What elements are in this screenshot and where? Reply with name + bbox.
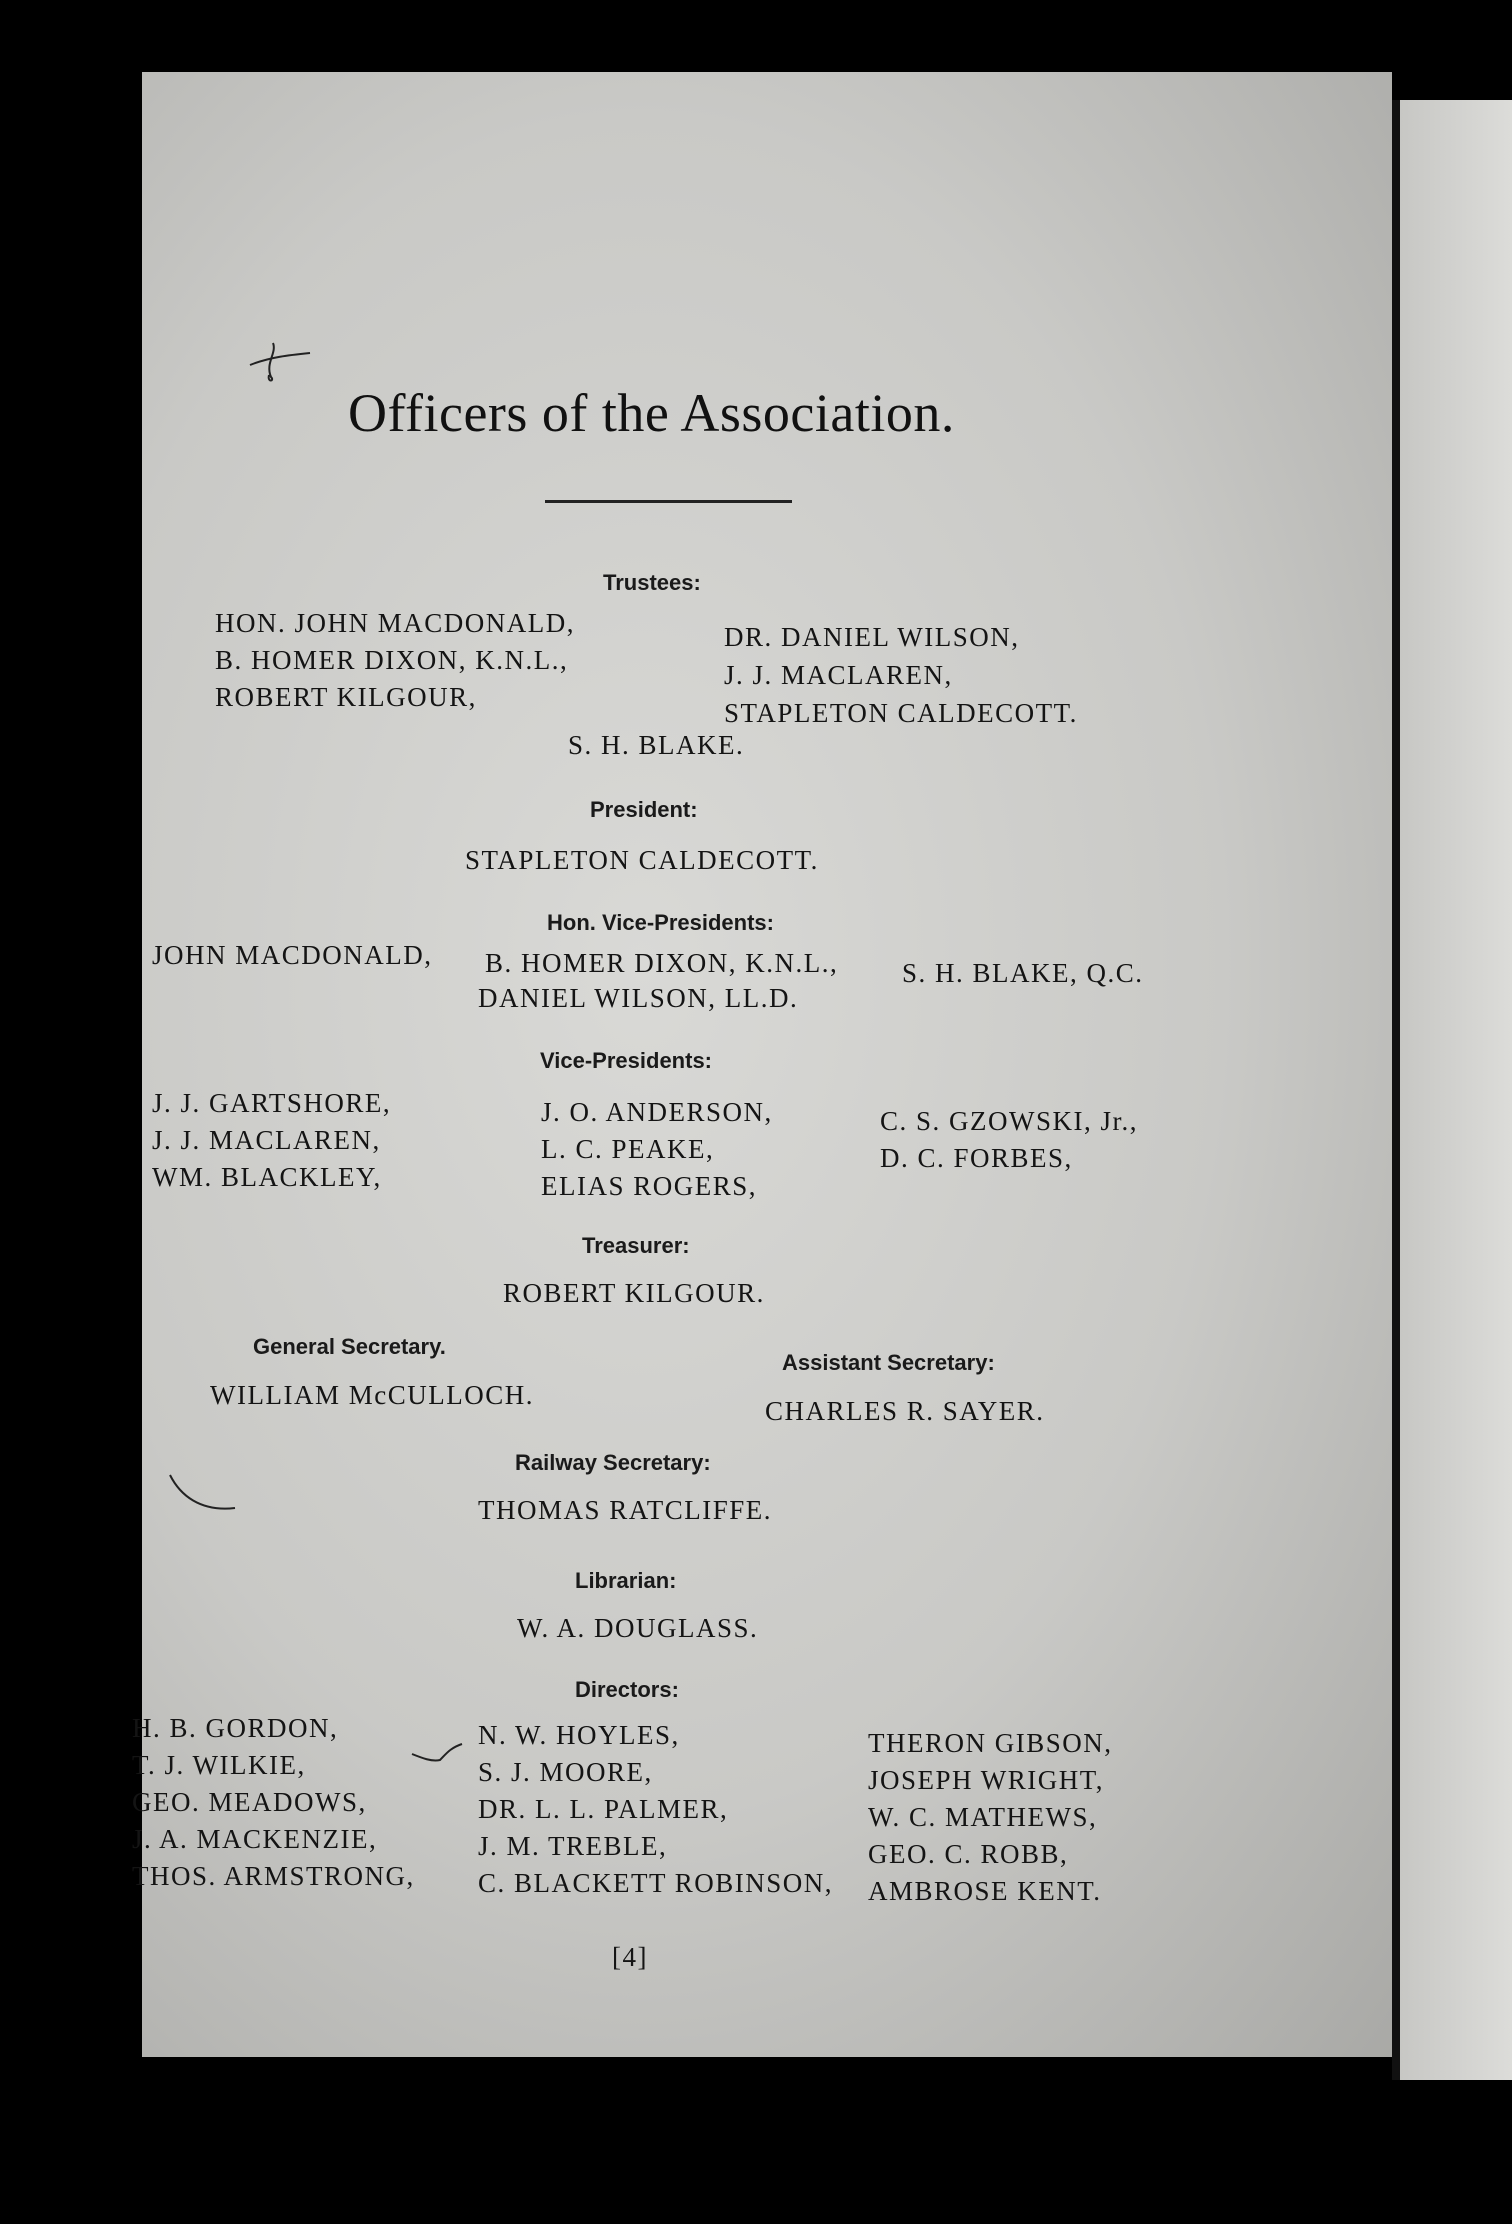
director-name: AMBROSE KENT. [868, 1876, 1102, 1906]
trustee-name: HON. JOHN MACDONALD, [215, 608, 575, 638]
director-name: JOSEPH WRIGHT, [868, 1765, 1105, 1795]
railway-secretary-heading: Railway Secretary: [515, 1450, 711, 1475]
trustee-name: B. HOMER DIXON, K.N.L., [215, 645, 569, 675]
page-sheet [142, 72, 1392, 2057]
director-name: W. C. MATHEWS, [868, 1802, 1098, 1832]
directors-heading: Directors: [575, 1677, 679, 1702]
president-heading: President: [590, 797, 698, 822]
vice-president-name: J. J. MACLAREN, [152, 1125, 381, 1155]
director-name: S. J. MOORE, [478, 1757, 653, 1787]
director-name: DR. L. L. PALMER, [478, 1794, 729, 1824]
president-name: STAPLETON CALDECOTT. [465, 845, 819, 875]
vice-president-name: C. S. GZOWSKI, Jr., [880, 1106, 1139, 1136]
page-number: [4] [612, 1942, 648, 1972]
hon-vice-president-name: JOHN MACDONALD, [152, 940, 433, 970]
director-name: N. W. HOYLES, [478, 1720, 680, 1750]
vice-president-name: ELIAS ROGERS, [541, 1171, 758, 1201]
trustee-name: STAPLETON CALDECOTT. [724, 698, 1078, 728]
director-name: THERON GIBSON, [868, 1728, 1113, 1758]
director-name: H. B. GORDON, [132, 1713, 339, 1743]
treasurer-heading: Treasurer: [582, 1233, 690, 1258]
director-name: THOS. ARMSTRONG, [132, 1861, 415, 1891]
trustee-name: ROBERT KILGOUR, [215, 682, 477, 712]
general-secretary-name: WILLIAM McCULLOCH. [210, 1380, 534, 1410]
trustee-name: DR. DANIEL WILSON, [724, 622, 1020, 652]
assistant-secretary-heading: Assistant Secretary: [782, 1350, 995, 1375]
director-name: C. BLACKETT ROBINSON, [478, 1868, 834, 1898]
handwritten-curve-mark [165, 1470, 245, 1520]
title-rule [545, 500, 792, 503]
librarian-name: W. A. DOUGLASS. [517, 1613, 759, 1643]
assistant-secretary-name: CHARLES R. SAYER. [765, 1396, 1045, 1426]
handwritten-cross-mark [245, 335, 315, 385]
handwritten-tick-mark [410, 1740, 470, 1770]
trustee-name: S. H. BLAKE. [568, 730, 745, 760]
vice-president-name: L. C. PEAKE, [541, 1134, 715, 1164]
director-name: J. A. MACKENZIE, [132, 1824, 378, 1854]
vice-president-name: WM. BLACKLEY, [152, 1162, 382, 1192]
director-name: GEO. C. ROBB, [868, 1839, 1069, 1869]
railway-secretary-name: THOMAS RATCLIFFE. [478, 1495, 773, 1525]
trustee-name: J. J. MACLAREN, [724, 660, 953, 690]
director-name: GEO. MEADOWS, [132, 1787, 367, 1817]
vice-presidents-heading: Vice-Presidents: [540, 1048, 713, 1073]
trustees-heading: Trustees: [603, 570, 701, 595]
treasurer-name: ROBERT KILGOUR. [503, 1278, 765, 1308]
general-secretary-heading: General Secretary. [253, 1334, 446, 1359]
director-name: T. J. WILKIE, [132, 1750, 306, 1780]
page-fold [1392, 100, 1400, 2080]
vice-president-name: J. J. GARTSHORE, [152, 1088, 392, 1118]
hon-vice-presidents-heading: Hon. Vice-Presidents: [547, 910, 774, 935]
vice-president-name: J. O. ANDERSON, [541, 1097, 773, 1127]
hon-vice-president-name: DANIEL WILSON, LL.D. [478, 983, 799, 1013]
page-title: Officers of the Association. [348, 383, 955, 443]
vice-president-name: D. C. FORBES, [880, 1143, 1073, 1173]
director-name: J. M. TREBLE, [478, 1831, 668, 1861]
hon-vice-president-name: S. H. BLAKE, Q.C. [902, 958, 1144, 988]
librarian-heading: Librarian: [575, 1568, 677, 1593]
hon-vice-president-name: B. HOMER DIXON, K.N.L., [485, 948, 839, 978]
facing-page-edge [1400, 100, 1512, 2080]
